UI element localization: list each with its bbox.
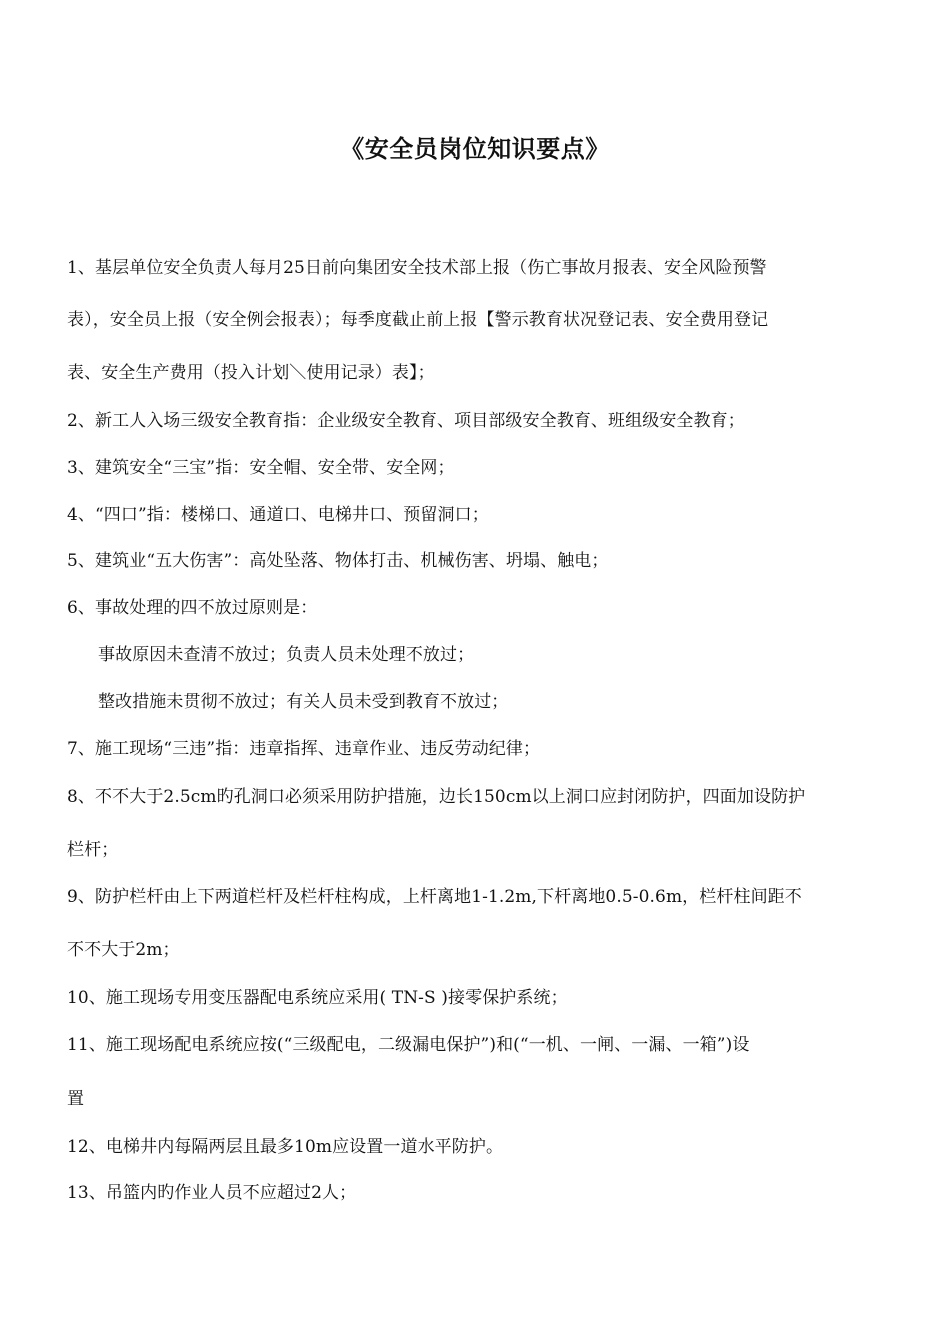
paragraph-line: 整改措施未贯彻不放过；有关人员未受到教育不放过； xyxy=(98,692,509,712)
paragraph-line: 事故原因未查清不放过；负责人员未处理不放过； xyxy=(98,645,475,665)
paragraph-line: 6、事故处理的四不放过原则是： xyxy=(67,598,318,618)
paragraph-line: 3、建筑安全“三宝”指：安全帽、安全带、安全网； xyxy=(67,458,455,478)
paragraph-line: 9、防护栏杆由上下两道栏杆及栏杆柱构成，上杆离地1-1.2m,下杆离地0.5-0.6m，栏杆柱间距不 xyxy=(67,887,802,907)
paragraph-line: 7、施工现场“三违”指：违章指挥、违章作业、违反劳动纪律； xyxy=(67,739,541,759)
paragraph-line: 5、建筑业“五大伤害”：高处坠落、物体打击、机械伤害、坍塌、触电； xyxy=(67,551,609,571)
paragraph-line: 8、不不大于2.5cm旳孔洞口必须采用防护措施，边长150cm以上洞口应封闭防护，四面加设防护 xyxy=(67,787,806,807)
paragraph-line: 表、安全生产费用（投入计划＼使用记录）表】； xyxy=(67,363,435,383)
paragraph-line: 置 xyxy=(67,1089,85,1109)
document-title: 《安全员岗位知识要点》 xyxy=(340,135,610,163)
paragraph-line: 12、电梯井内每隔两层且最多10m应设置一道水平防护。 xyxy=(67,1137,504,1157)
paragraph-line: 4、“四口”指：楼梯口、通道口、电梯井口、预留洞口； xyxy=(67,505,489,525)
paragraph-line: 11、施工现场配电系统应按(“三级配电，二级漏电保护”)和(“一机、一闸、一漏、一箱”)设 xyxy=(67,1035,750,1055)
paragraph-line: 不不大于2m； xyxy=(67,940,180,960)
paragraph-line: 2、新工人入场三级安全教育指：企业级安全教育、项目部级安全教育、班组级安全教育； xyxy=(67,411,745,431)
paragraph-line: 10、施工现场专用变压器配电系统应采用( TN-S )接零保护系统； xyxy=(67,988,568,1008)
paragraph-line: 栏杆； xyxy=(67,840,119,860)
paragraph-line: 表），安全员上报（安全例会报表）；每季度截止前上报【警示教育状况登记表、安全费用登记 xyxy=(67,310,769,330)
paragraph-line: 1、基层单位安全负责人每月25日前向集团安全技术部上报（伤亡事故月报表、安全风险预警 xyxy=(67,258,767,278)
paragraph-line: 13、吊篮内旳作业人员不应超过2人； xyxy=(67,1183,357,1203)
